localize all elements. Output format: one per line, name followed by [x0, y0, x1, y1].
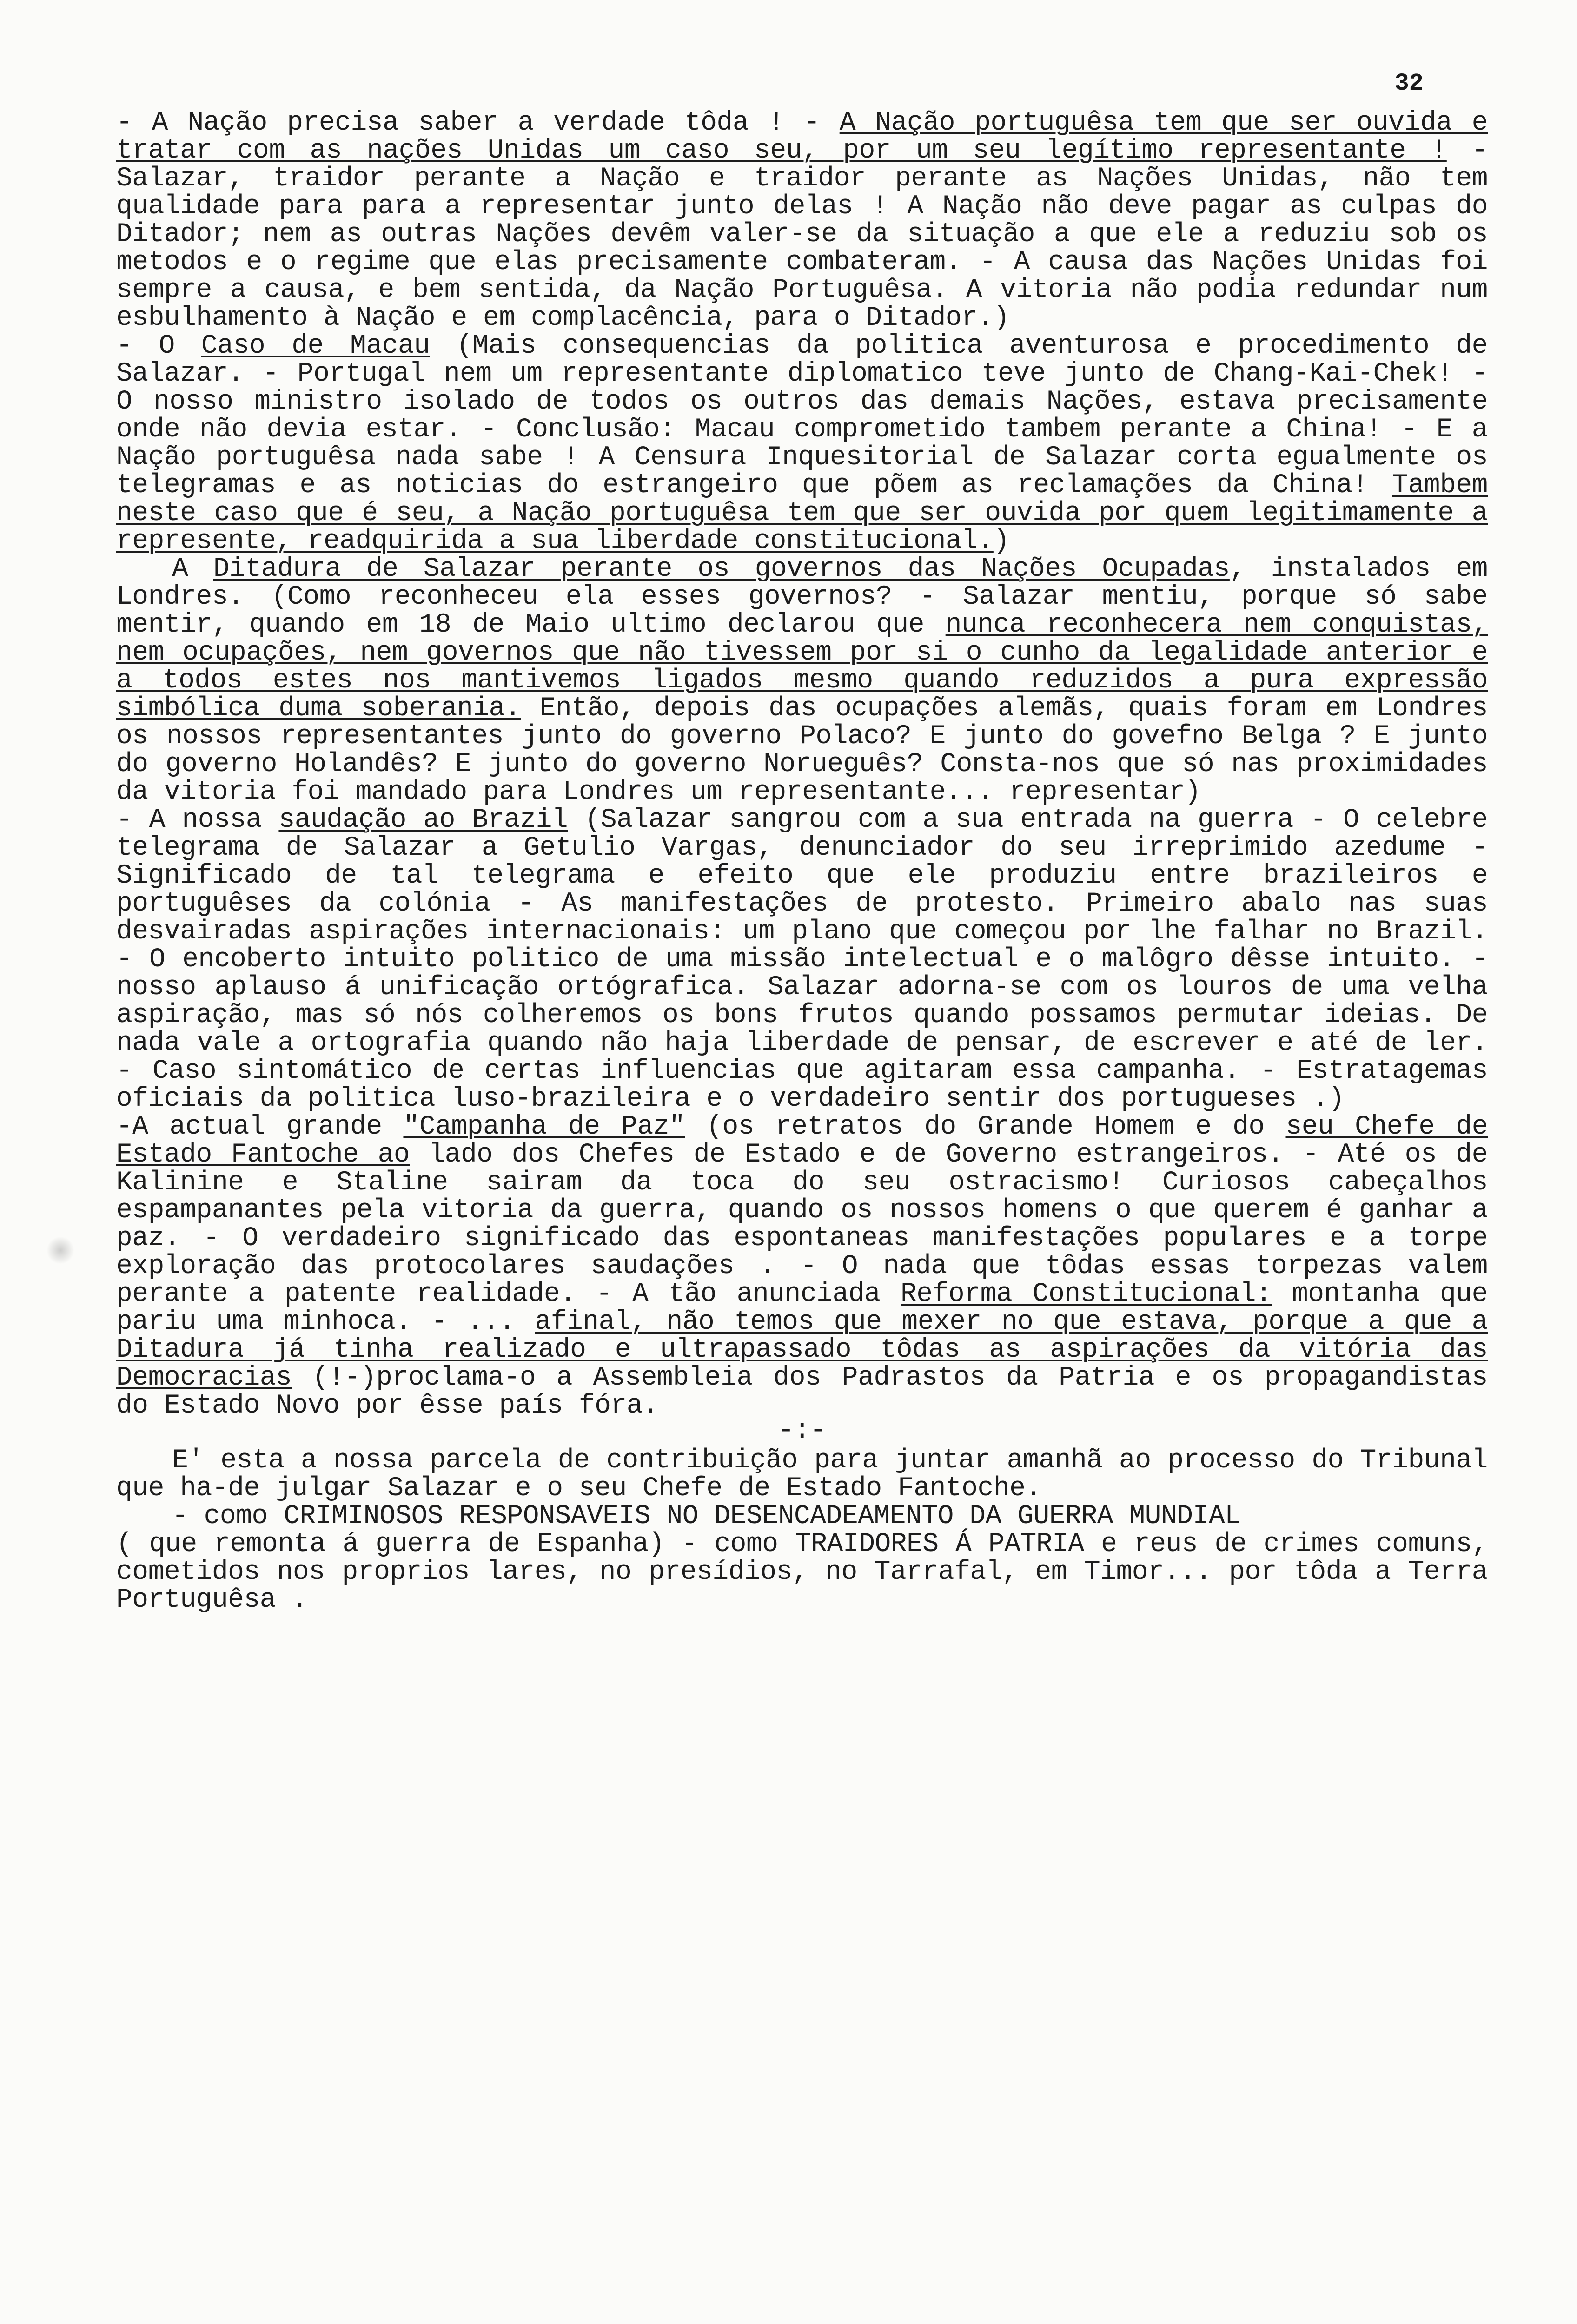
section-separator: -:- [778, 1416, 826, 1446]
document-body [116, 109, 1488, 1614]
text-segment: -A actual grande [116, 1112, 404, 1142]
text-segment: (Mais consequencias da politica aventurosa e procedimento de Salazar. - Portugal nem um representante diplomatico teve junto de Chang-Kai-Chek! - O nosso ministro isolado de todos os outros das demais Nações, estava precisamente onde não devia estar. - Conclusão: Macau comprometido tambem perante a China! - E a Nação portuguêsa nada sabe ! A Censura Inquesitorial de Salazar corta egualmente os telegramas e as noticias do estrangeiro que põem as reclamações da China! [116, 331, 1488, 501]
paragraph-p4 [116, 806, 1488, 1113]
text-segment: montanha que pariu uma minhoca. - ... [116, 1279, 1488, 1337]
closing-charge-2: ( que remonta á guerra de Espanha) - como TRAIDORES Á PATRIA e reus de crimes comuns, cometidos nos proprios lares, no presídios, no Tarrafal, em Timor... por tôda a Terra Portuguêsa . [116, 1529, 1488, 1615]
underlined-text: saudação ao Brazil [278, 805, 568, 835]
underlined-text: Ditadura de Salazar perante os governos das Nações Ocupadas [213, 554, 1230, 584]
paragraph-p2 [116, 332, 1488, 555]
text-segment: Então, depois das ocupações alemãs, quais foram em Londres os nossos representantes junto do governo Polaco? E junto do govefno Belga ? E junto do governo Holandês? E junto do governo Norueguês? Consta-nos que só nas proximidades da vitoria foi mandado para Londres um representante... representar) [116, 693, 1488, 807]
text-segment: ) [993, 526, 1010, 556]
text-segment: , instalados em Londres. (Como reconheceu ela esses governos? - Salazar mentiu, porque só sabe mentir, quando em 18 de Maio ultimo declarou que [116, 554, 1488, 640]
text-segment: - A Nação precisa saber a verdade tôda ! - [116, 108, 840, 138]
text-segment: lado dos Chefes de Estado e de Governo estrangeiros. - Até os de Kalinine e Staline sairam da toca do seu ostracismo! Curiosos cabeçalhos espampanantes pela vitoria da guerra, quando os nossos homens o que querem é ganhar a paz. - O verdadeiro significado das espontaneas manifestações populares e a torpe exploração das protocolares saudações . - O nada que tôdas essas torpezas valem perante a patente realidade. - A tão anunciada [116, 1140, 1488, 1309]
underlined-text: afinal, não temos que mexer no que estava, porque a que a Ditadura já tinha realizado e ultrapassado tôdas as aspirações da vitória das Democracias [116, 1307, 1488, 1393]
text-segment: A [172, 554, 213, 584]
page-number: 32 [1394, 70, 1424, 97]
underlined-text: A Nação portuguêsa tem que ser ouvida e tratar com as nações Unidas um caso seu, por um seu legítimo representante ! [116, 108, 1488, 166]
text-segment: (Salazar sangrou com a sua entrada na guerra - O celebre telegrama de Salazar a Getulio Vargas, denunciador do seu irreprimido azedume - Significado de tal telegrama e efeito que ele produziu entre brazileiros e portuguêses da colónia - As manifestações de protesto. Primeiro abalo nas suas desvairadas aspirações internacionais: um plano que começou por lhe falhar no Brazil. - O encoberto intuito politico de uma missão intelectual e o malôgro dêsse intuito. - nosso aplauso á unificação ortógrafica. Salazar adorna-se com os louros de uma velha aspiração, mas só nós colheremos os bons frutos quando possamos permutar ideias. De nada vale a ortografia quando não haja liberdade de pensar, de escrever e até de ler. - Caso sintomático de certas influencias que agitaram essa campanha. - Estratagemas oficiais da politica luso-brazileira e o verdadeiro sentir dos portugueses .) [116, 805, 1488, 1114]
paragraph-p5 [116, 1113, 1488, 1420]
text-segment: - O [116, 331, 201, 361]
underlined-text: nunca reconhecera nem conquistas, nem ocupações, nem governos que não tivessem por si o cunho da legalidade anterior e a todos estes nos mantivemos ligados mesmo quando reduzidos a pura expressão simbólica duma soberania. [116, 610, 1488, 724]
paragraph-p3 [116, 555, 1488, 806]
closing-charge-1: - como CRIMINOSOS RESPONSAVEIS NO DESENCADEAMENTO DA GUERRA MUNDIAL [172, 1501, 1241, 1532]
underlined-text: seu Chefe de Estado Fantoche ao [116, 1112, 1488, 1170]
paragraph-p1 [116, 109, 1488, 332]
ink-smudge [46, 1236, 74, 1264]
closing-intro: E' esta a nossa parcela de contribuição para juntar amanhã ao processo do Tribunal que ha-de julgar Salazar e o seu Chefe de Estado Fantoche. [116, 1446, 1488, 1504]
text-segment: - A nossa [116, 805, 279, 835]
underlined-text: Reforma Constitucional: [901, 1279, 1272, 1309]
underlined-text: Caso de Macau [201, 331, 430, 361]
text-segment: - Salazar, traidor perante a Nação e traidor perante as Nações Unidas, não tem qualidade para para a representar junto delas ! A Nação não deve pagar as culpas do Ditador; nem as outras Nações devêm valer-se da situação a que ele a reduziu sob os metodos e o regime que elas precisamente combateram. - A causa das Nações Unidas foi sempre a causa, e bem sentida, da Nação Portuguêsa. A vitoria não podia redundar num esbulhamento à Nação e em complacência, para o Ditador.) [116, 136, 1488, 333]
paragraphs-container [116, 109, 1488, 1420]
text-segment: (os retratos do Grande Homem e do [685, 1112, 1286, 1142]
underlined-text: "Campanha de Paz" [403, 1112, 685, 1142]
underlined-text: Tambem neste caso que é seu, a Nação portuguêsa tem que ser ouvida por quem legitimamente a represente, readquirida a sua liberdade constitucional. [116, 470, 1488, 556]
text-segment: (!-)proclama-o a Assembleia dos Padrastos da Patria e os propagandistas do Estado Novo por êsse país fóra. [116, 1363, 1488, 1421]
